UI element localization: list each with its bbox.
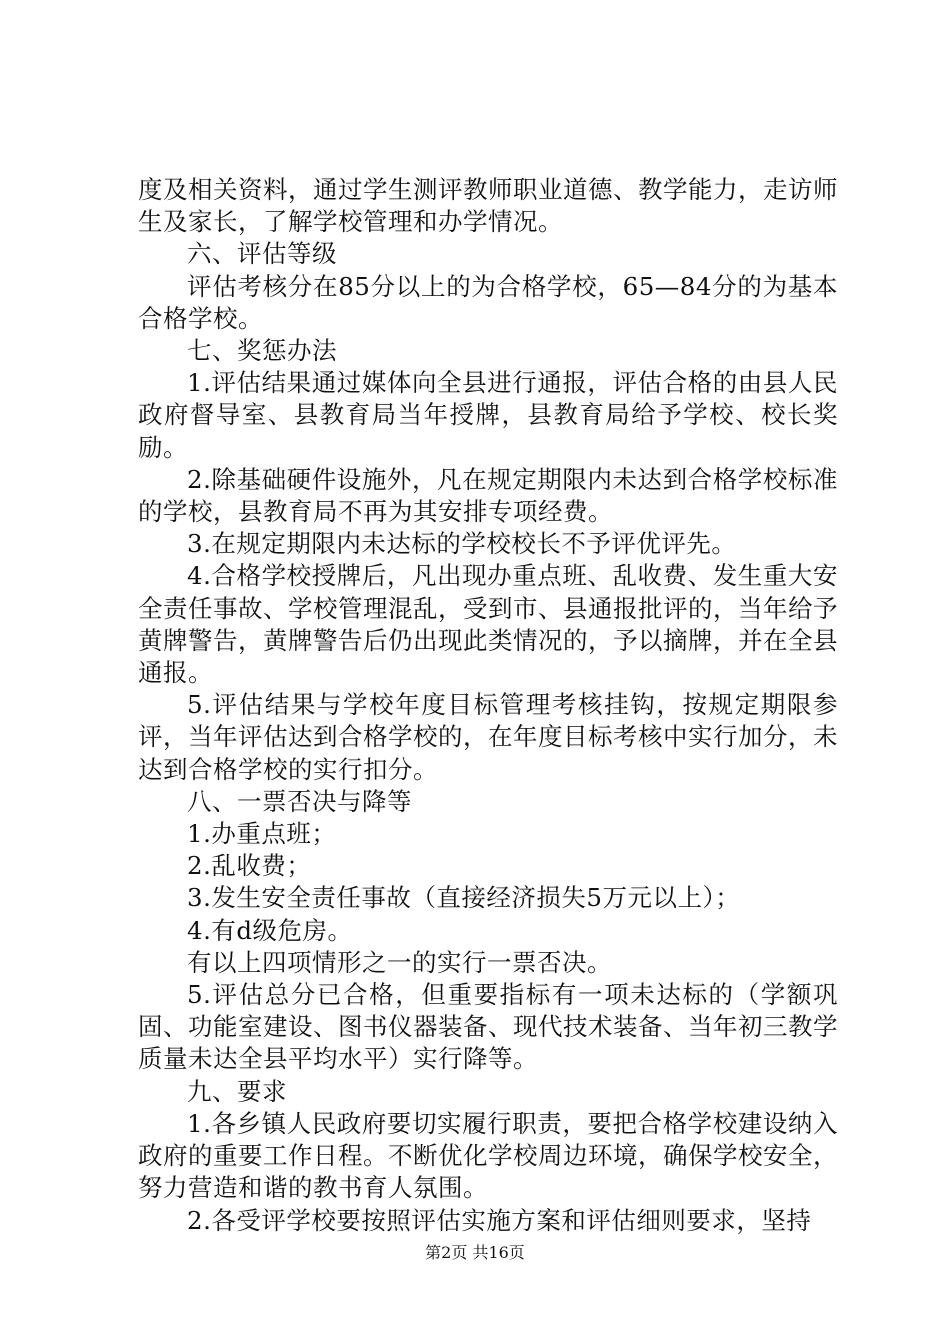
list-item: 3.发生安全责任事故（直接经济损失5万元以上）； [187,883,741,913]
section-heading-veto-downgrade: 八、一票否决与降等 [187,786,412,816]
list-item: 4.合格学校授牌后，凡出现办重点班、乱收费、发生重大安全责任事故、学校管理混乱，受到市、县通报批评的，当年给予黄牌警告，黄牌警告后仍出现此类情况的，予以摘牌，并在全县通报。 [138,561,838,688]
list-item: 1.各乡镇人民政府要切实履行职责，要把合格学校建设纳入政府的重要工作日程。不断优化学校周边环境，确保学校安全，努力营造和谐的教书育人氛围。 [138,1108,838,1203]
document-body [138,174,838,1237]
paragraph-continuation: 度及相关资料，通过学生测评教师职业道德、教学能力，走访师生及家长，了解学校管理和办学情况。 [138,175,838,237]
list-item: 1.评估结果通过媒体向全县进行通报，评估合格的由县人民政府督导室、县教育局当年授牌，县教育局给予学校、校长奖励。 [138,368,838,462]
section-heading-evaluation-levels: 六、评估等级 [187,239,337,269]
list-item: 2.除基础硬件设施外，凡在规定期限内未达到合格学校标准的学校，县教育局不再为其安排专项经费。 [138,464,838,527]
list-item: 4.有d级危房。 [187,915,353,945]
paragraph: 有以上四项情形之一的实行一票否决。 [187,947,612,977]
list-item: 1.办重点班； [187,819,337,849]
paragraph: 评估考核分在85分以上的为合格学校，65—84分的为基本合格学校。 [138,271,838,333]
list-item: 5.评估结果与学校年度目标管理考核挂钩，按规定期限参评，当年评估达到合格学校的，在年度目标考核中实行加分，未达到合格学校的实行扣分。 [138,690,838,784]
section-heading-rewards-penalties: 七、奖惩办法 [187,336,337,366]
page-number-footer: 第2页 共16页 [425,1243,525,1262]
list-item: 2.各受评学校要按照评估实施方案和评估细则要求，坚持 [187,1205,812,1235]
list-item: 3.在规定期限内未达标的学校校长不予评优评先。 [187,529,737,559]
list-item: 2.乱收费； [187,851,312,881]
section-heading-requirements: 九、要求 [187,1076,287,1106]
list-item: 5.评估总分已合格，但重要指标有一项未达标的（学额巩固、功能室建设、图书仪器装备、现代技术装备、当年初三教学质量未达全县平均水平）实行降等。 [138,980,838,1074]
